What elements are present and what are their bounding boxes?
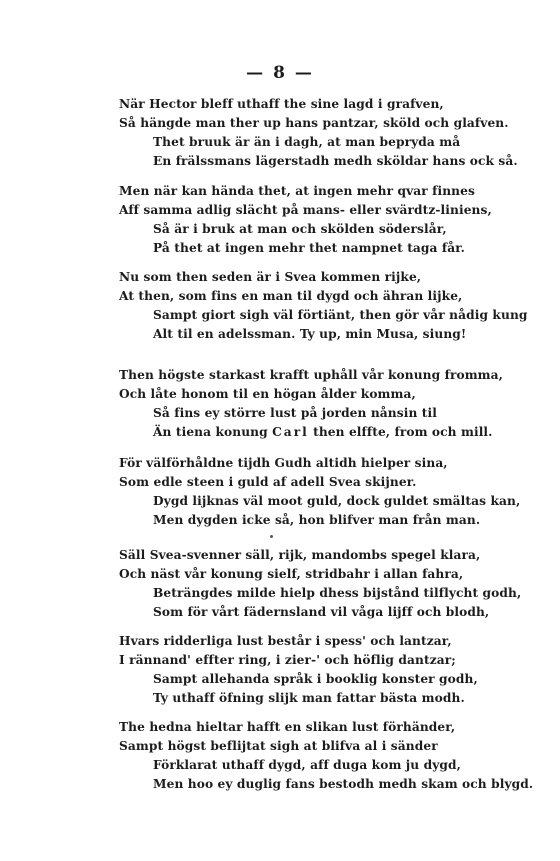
stanza-4 bbox=[119, 366, 519, 442]
stanza-2 bbox=[119, 182, 519, 258]
verse-line: Then högste starkast krafft uphåll vår konung fromma, bbox=[119, 368, 504, 382]
verse-line: I rännand' effter ring, i zier-' och höflig dantzar; bbox=[119, 653, 456, 667]
verse-line: At then, som fins en man til dygd och ähran lijke, bbox=[119, 289, 463, 303]
emphasized-name: Carl bbox=[272, 425, 309, 439]
ink-speck bbox=[270, 535, 273, 538]
verse-line: Men när kan hända thet, at ingen mehr qvar finnes bbox=[119, 184, 475, 198]
verse-line: Beträngdes milde hielp dhess bijstånd tilflycht godh, bbox=[153, 586, 522, 600]
verse-line: Och låte honom til en högan ålder komma, bbox=[119, 387, 416, 401]
verse-line: Så fins ey större lust på jorden nånsin til bbox=[153, 406, 437, 420]
verse-line: Och näst vår konung sielf, stridbahr i allan fahra, bbox=[119, 567, 464, 581]
stanza-8 bbox=[119, 718, 534, 794]
verse-line: Men dygden icke så, hon blifver man från man. bbox=[153, 513, 481, 527]
verse-line: Aff samma adlig slächt på mans- eller svärdtz-liniens, bbox=[119, 203, 492, 217]
verse-line: Så är i bruk at man och skölden söderslår, bbox=[153, 222, 447, 236]
stanza-3 bbox=[119, 268, 528, 344]
verse-line: Thet bruuk är än i dagh, at man bepryda må bbox=[153, 135, 461, 149]
verse-line: Alt til en adelssman. Ty up, min Musa, siung! bbox=[153, 327, 467, 341]
verse-line: Som edle steen i guld af adell Svea skijner. bbox=[119, 475, 417, 489]
verse-line: Nu som then seden är i Svea kommen rijke, bbox=[119, 270, 422, 284]
verse-line: En frälssmans lägerstadh medh sköldar hans ock så. bbox=[153, 154, 518, 168]
verse-line: The hedna hieltar hafft en slikan lust förhänder, bbox=[119, 720, 456, 734]
verse-line: På thet at ingen mehr thet nampnet taga får. bbox=[153, 241, 465, 255]
verse-line: Hvars ridderliga lust består i spess' och lantzar, bbox=[119, 634, 452, 648]
verse-line: Sampt högst beflijtat sigh at blifva al i sänder bbox=[119, 739, 438, 753]
page-number: — 8 — bbox=[246, 63, 314, 83]
verse-line: Förklarat uthaff dygd, aff duga kom ju dygd, bbox=[153, 758, 461, 772]
verse-line: Ty uthaff öfning slijk man fattar bästa modh. bbox=[153, 691, 465, 705]
verse-line: När Hector bleff uthaff the sine lagd i grafven, bbox=[119, 97, 444, 111]
stanza-5 bbox=[119, 454, 519, 530]
verse-line: Än tiena konung Carl then elffte, from och mill. bbox=[153, 425, 493, 439]
stanza-7 bbox=[119, 632, 519, 708]
stanza-6 bbox=[119, 546, 522, 622]
verse-line: Säll Svea-svenner säll, rijk, mandombs spegel klara, bbox=[119, 548, 481, 562]
verse-line: Sampt giort sigh väl förtiänt, then gör vår nådig kung bbox=[153, 308, 528, 322]
verse-line: Sampt allehanda språk i booklig konster godh, bbox=[153, 672, 478, 686]
verse-line: Som för vårt fädernsland vil våga lijff och blodh, bbox=[153, 605, 490, 619]
verse-line: Så hängde man ther up hans pantzar, sköld och glafven. bbox=[119, 116, 509, 130]
verse-line: Dygd lijknas väl moot guld, dock guldet smältas kan, bbox=[153, 494, 521, 508]
verse-line: För välförhåldne tijdh Gudh altidh hielper sina, bbox=[119, 456, 448, 470]
verse-line: Men hoo ey duglig fans bestodh medh skam och blygd. bbox=[153, 777, 534, 791]
stanza-1 bbox=[119, 95, 519, 171]
